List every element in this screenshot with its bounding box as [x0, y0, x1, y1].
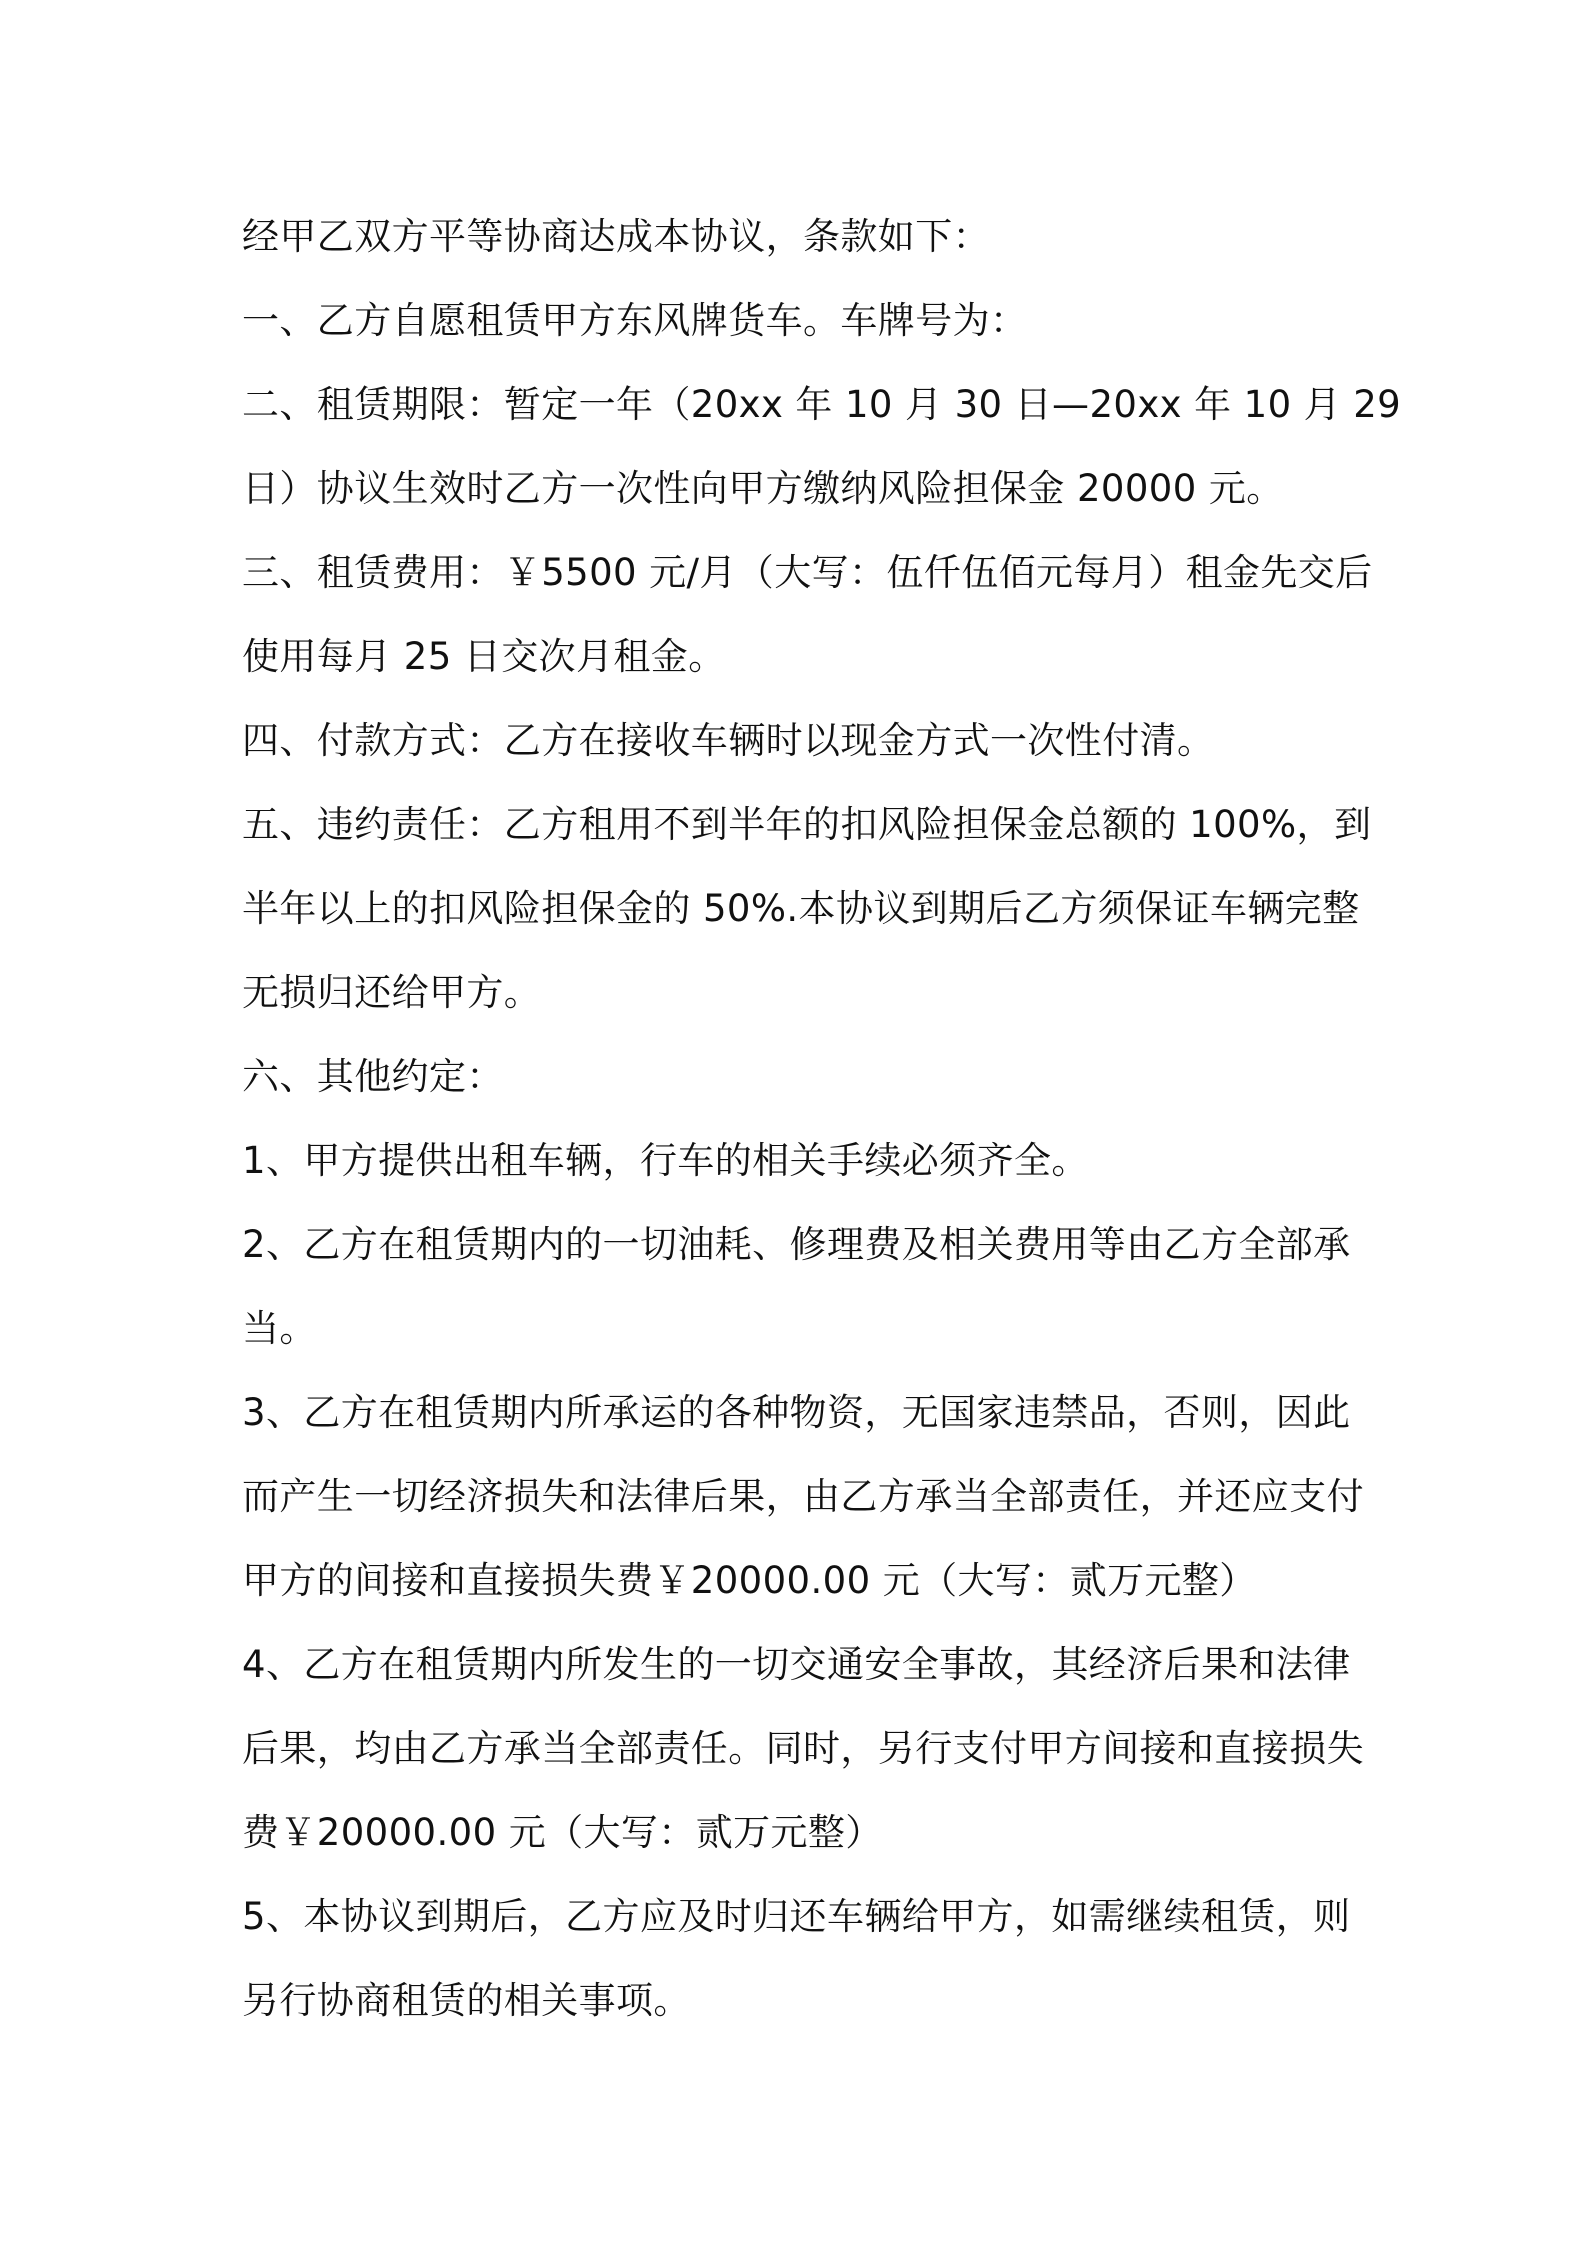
- text-line: 3、乙方在租赁期内所承运的各种物资，无国家违禁品，否则，因此: [242, 1391, 1351, 1434]
- text-line: 半年以上的扣风险担保金的 50%.本协议到期后乙方须保证车辆完整: [242, 887, 1360, 930]
- text-line: 后果，均由乙方承当全部责任。同时，另行支付甲方间接和直接损失: [242, 1727, 1364, 1770]
- text-line: 使用每月 25 日交次月租金。: [242, 635, 726, 678]
- text-line: 而产生一切经济损失和法律后果，由乙方承当全部责任，并还应支付: [242, 1475, 1364, 1518]
- sub-item-4: [242, 1623, 1364, 1875]
- clause-1-vehicle: [242, 279, 1357, 363]
- text-line: 六、其他约定：: [242, 1055, 504, 1098]
- text-line: 日）协议生效时乙方一次性向甲方缴纳风险担保金 20000 元。: [242, 467, 1284, 510]
- text-line: 1、甲方提供出租车辆，行车的相关手续必须齐全。: [242, 1139, 1089, 1182]
- clause-4-payment: [242, 699, 1357, 783]
- sub-item-3: [242, 1371, 1364, 1623]
- clause-3-fee: [242, 531, 1373, 699]
- text-line: 一、乙方自愿租赁甲方东风牌货车。车牌号为：: [242, 299, 1028, 342]
- text-line: 5、本协议到期后，乙方应及时归还车辆给甲方，如需继续租赁，则: [242, 1895, 1351, 1938]
- text-line: 2、乙方在租赁期内的一切油耗、修理费及相关费用等由乙方全部承: [242, 1223, 1351, 1266]
- text-line: 另行协商租赁的相关事项。: [242, 1979, 691, 2022]
- text-line: 当。: [242, 1307, 317, 1350]
- text-line: 经甲乙双方平等协商达成本协议，条款如下：: [242, 215, 990, 258]
- text-line: 4、乙方在租赁期内所发生的一切交通安全事故，其经济后果和法律: [242, 1643, 1351, 1686]
- text-line: 无损归还给甲方。: [242, 971, 542, 1014]
- text-line: 五、违约责任：乙方租用不到半年的扣风险担保金总额的 100%，到: [242, 803, 1372, 846]
- text-line: 二、租赁期限：暂定一年（20xx 年 10 月 30 日—20xx 年 10 月 29: [242, 383, 1402, 426]
- clause-6-other-heading: [242, 1035, 1357, 1119]
- paragraph-intro: [242, 195, 1357, 279]
- sub-item-2: [242, 1203, 1357, 1371]
- document-body: [242, 195, 1402, 2043]
- text-line: 三、租赁费用：￥5500 元/月（大写：伍仟伍佰元每月）租金先交后: [242, 551, 1373, 594]
- sub-item-5: [242, 1875, 1357, 2043]
- clause-5-liability: [242, 783, 1372, 1035]
- text-line: 甲方的间接和直接损失费￥20000.00 元（大写：贰万元整）: [242, 1559, 1257, 1602]
- clause-2-term: [242, 363, 1402, 531]
- sub-item-1: [242, 1119, 1357, 1203]
- text-line: 费￥20000.00 元（大写：贰万元整）: [242, 1811, 883, 1854]
- text-line: 四、付款方式：乙方在接收车辆时以现金方式一次性付清。: [242, 719, 1215, 762]
